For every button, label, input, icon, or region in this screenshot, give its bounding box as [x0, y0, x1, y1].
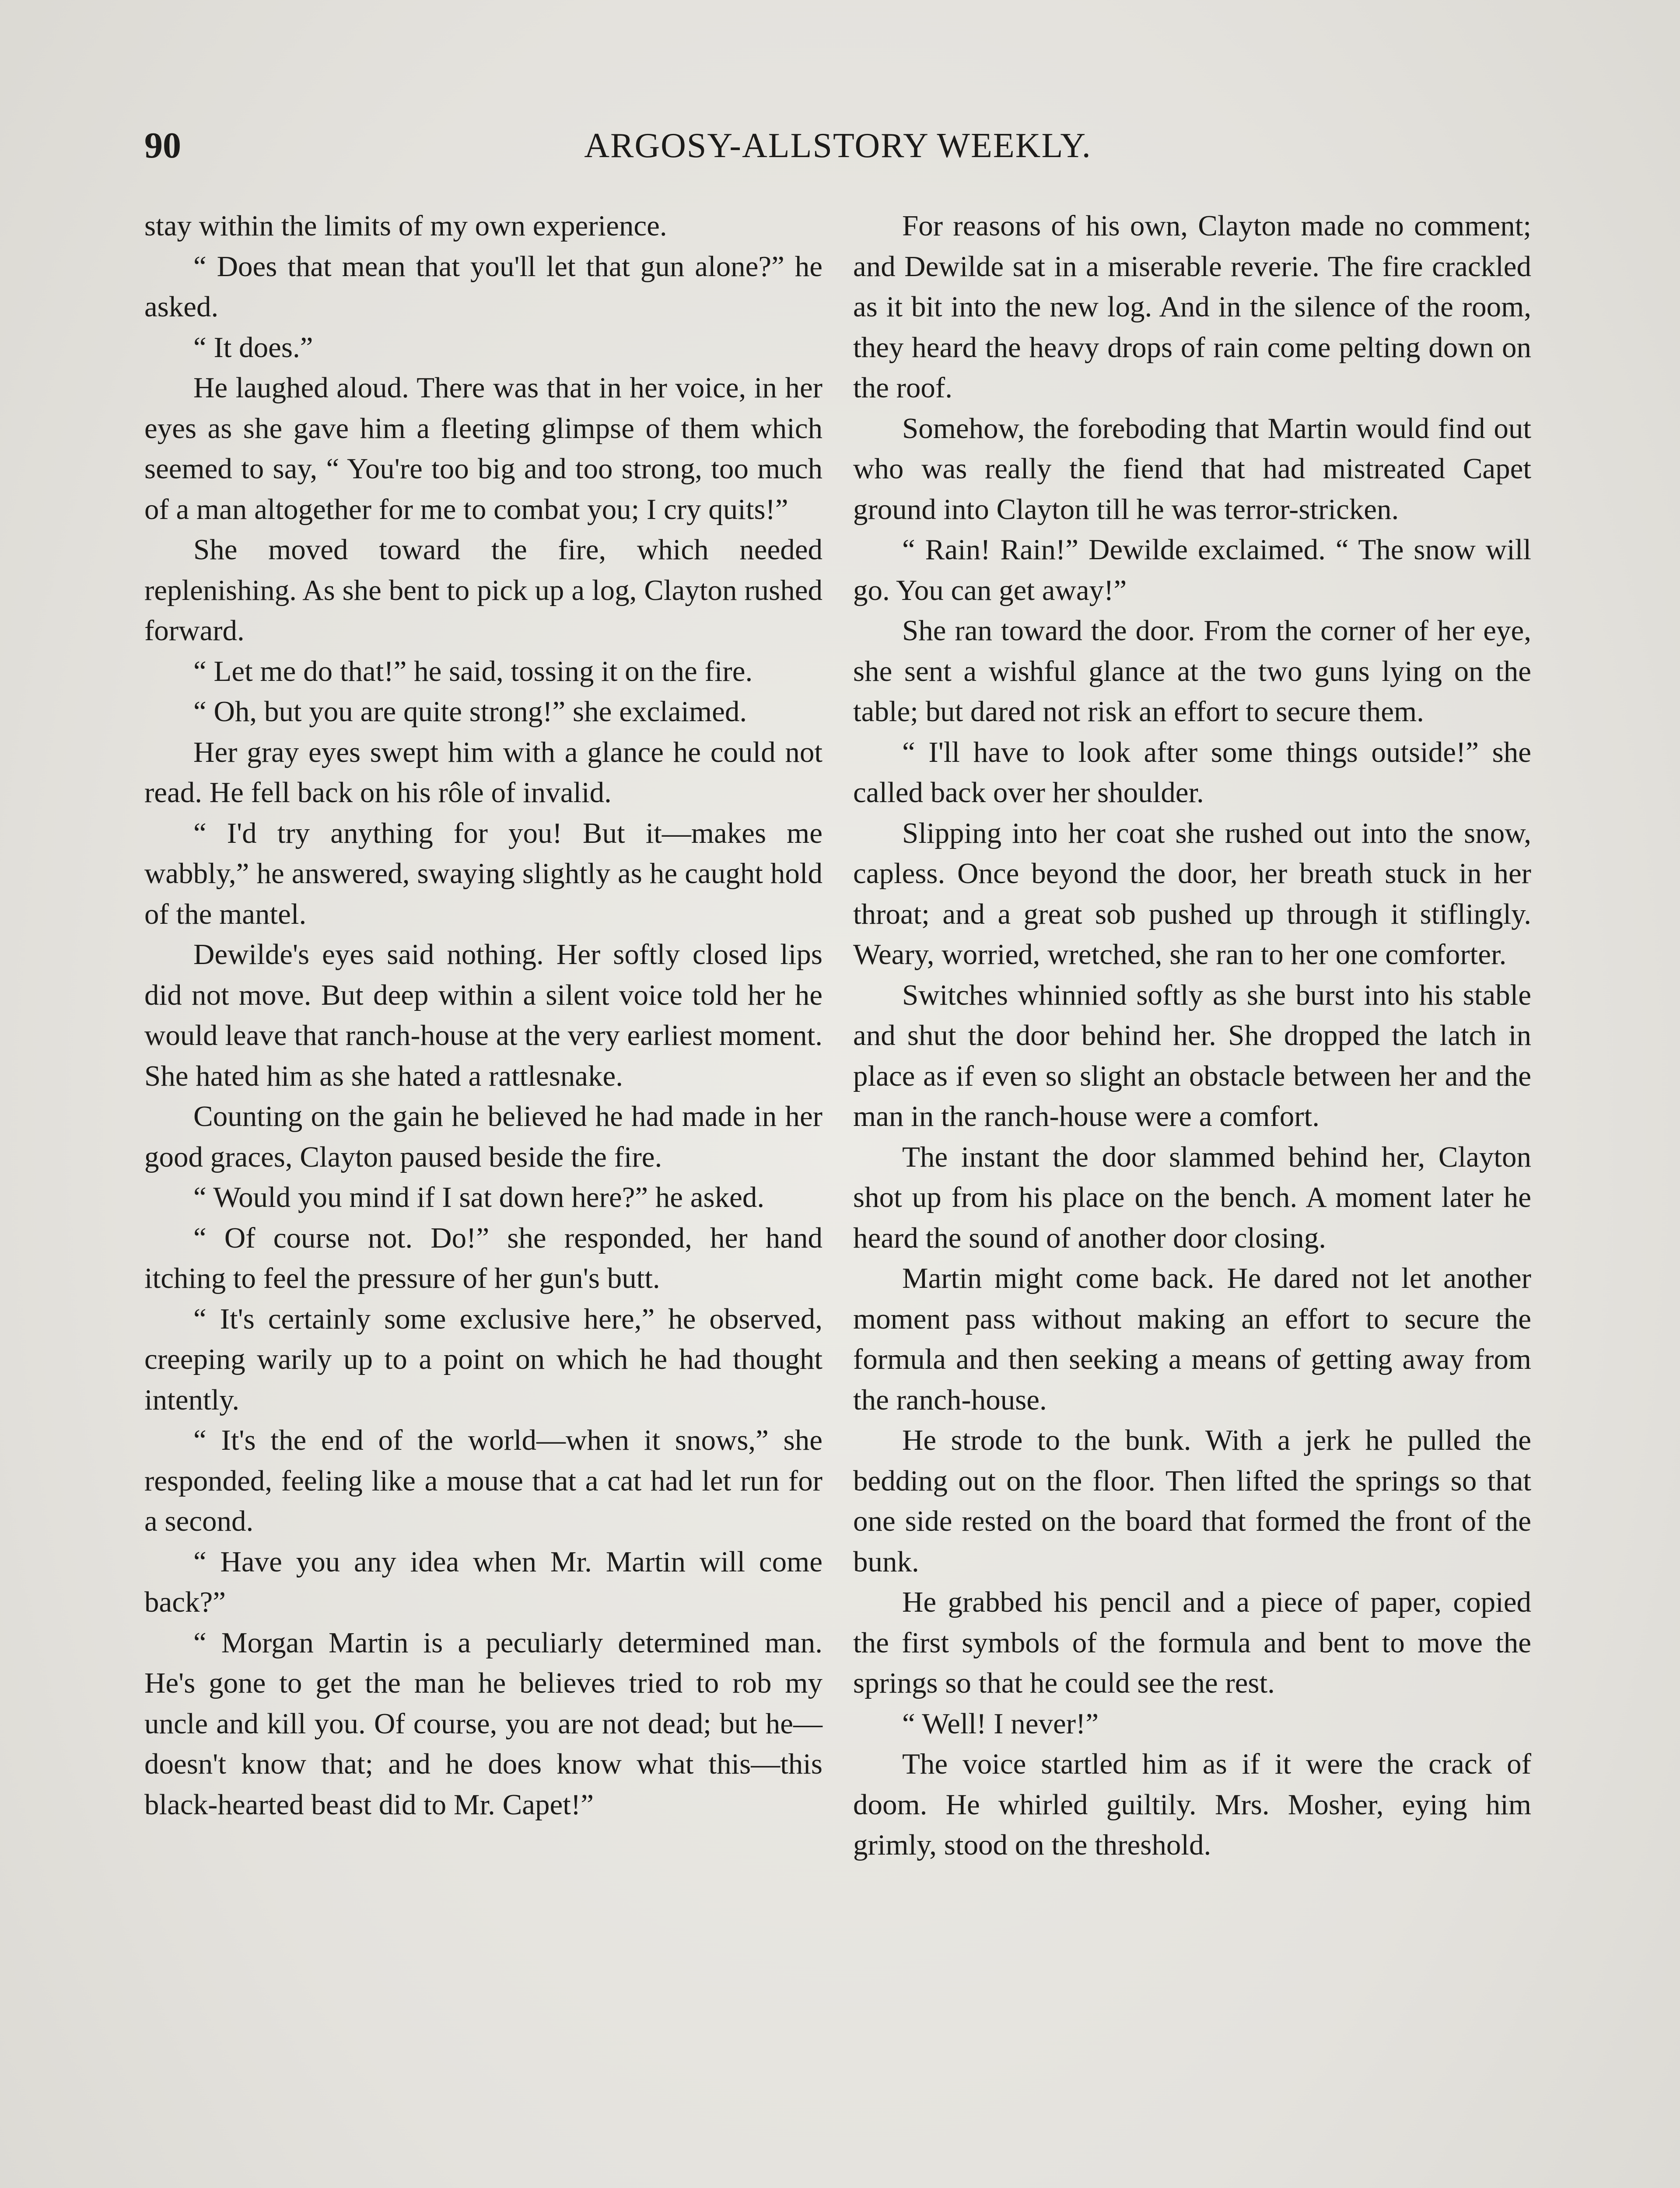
- paragraph: Dewilde's eyes said nothing. Her softly closed lips did not move. But deep within a silent voice told her he would leave that ranch-house at the very earliest moment. She hated him as she hated a rattlesnake.: [144, 938, 822, 1092]
- paragraph: stay within the limits of my own experience.: [144, 210, 667, 242]
- paragraph: “ Morgan Martin is a peculiarly determined man. He's gone to get the man he believes tried to rob my uncle and kill you. Of course, you are not dead; but he—doesn't know that; and he does know what this—this black-hearted beast did to Mr. Capet!”: [144, 1626, 822, 1821]
- paragraph: He strode to the bunk. With a jerk he pulled the bedding out on the floor. Then lifted the springs so that one side rested on the board that formed the front of the bunk.: [853, 1424, 1531, 1578]
- running-head: ARGOSY-ALLSTORY WEEKLY.: [584, 126, 1092, 165]
- paragraph: “ Would you mind if I sat down here?” he asked.: [193, 1181, 765, 1213]
- paragraph: Counting on the gain he believed he had made in her good graces, Clayton paused beside the fire.: [144, 1100, 822, 1173]
- paragraph: He laughed aloud. There was that in her voice, in her eyes as she gave him a fleeting glimpse of them which seemed to say, “ You're too big and too strong, too much of a man altogether for me to combat you; I cry quits!”: [144, 372, 822, 526]
- paragraph: “ Let me do that!” he said, tossing it on the fire.: [193, 655, 753, 687]
- paragraph: She moved toward the fire, which needed replenishing. As she bent to pick up a log, Clayton rushed forward.: [144, 533, 822, 647]
- page-number: 90: [144, 125, 181, 166]
- page-header: [144, 117, 1531, 174]
- paragraph: Her gray eyes swept him with a glance he could not read. He fell back on his rôle of invalid.: [144, 736, 822, 809]
- paragraph: “ Rain! Rain!” Dewilde exclaimed. “ The snow will go. You can get away!”: [853, 533, 1531, 607]
- paragraph: “ It's the end of the world—when it snows,” she responded, feeling like a mouse that a cat had let run for a second.: [144, 1424, 822, 1537]
- paragraph: “ I'll have to look after some things outside!” she called back over her shoulder.: [853, 736, 1531, 809]
- paragraph: Somehow, the foreboding that Martin would find out who was really the fiend that had mistreated Capet ground into Clayton till he was terror-stricken.: [853, 412, 1531, 526]
- right-column: [853, 206, 1531, 1865]
- paragraph: For reasons of his own, Clayton made no comment; and Dewilde sat in a miserable reverie. The fire crackled as it bit into the new log. And in the silence of the room, they heard the heavy drops of rain come pelting down on the roof.: [853, 210, 1531, 404]
- paragraph: “ Does that mean that you'll let that gun alone?” he asked.: [144, 250, 822, 323]
- paragraph: “ Well! I never!”: [902, 1707, 1099, 1740]
- left-column: [144, 206, 822, 1825]
- paragraph: “ Of course not. Do!” she responded, her hand itching to feel the pressure of her gun's butt.: [144, 1221, 822, 1294]
- paragraph: “ I'd try anything for you! But it—makes me wabbly,” he answered, swaying slightly as he caught hold of the mantel.: [144, 817, 822, 930]
- paragraph: He grabbed his pencil and a piece of paper, copied the first symbols of the formula and bent to move the springs so that he could see the rest.: [853, 1586, 1531, 1699]
- paragraph: She ran toward the door. From the corner of her eye, she sent a wishful glance at the two guns lying on the table; but dared not risk an effort to secure them.: [853, 614, 1531, 728]
- paragraph: “ It does.”: [193, 331, 313, 364]
- paragraph: The instant the door slammed behind her, Clayton shot up from his place on the bench. A moment later he heard the sound of another door closing.: [853, 1140, 1531, 1254]
- paragraph: Slipping into her coat she rushed out into the snow, capless. Once beyond the door, her breath stuck in her throat; and a great sob pushed up through it stiflingly. Weary, worried, wretched, she ran to her one comforter.: [853, 817, 1531, 971]
- paragraph: Switches whinnied softly as she burst into his stable and shut the door behind her. She dropped the latch in place as if even so slight an obstacle between her and the man in the ranch-house were a comfort.: [853, 978, 1531, 1133]
- paragraph: “ It's certainly some exclusive here,” he observed, creeping warily up to a point on which he had thought intently.: [144, 1302, 822, 1416]
- paragraph: “ Oh, but you are quite strong!” she exclaimed.: [193, 695, 747, 728]
- paragraph: Martin might come back. He dared not let another moment pass without making an effort to secure the formula and then seeking a means of getting away from the ranch-house.: [853, 1262, 1531, 1416]
- paragraph: “ Have you any idea when Mr. Martin will come back?”: [144, 1545, 822, 1618]
- paragraph: The voice startled him as if it were the crack of doom. He whirled guiltily. Mrs. Mosher, eying him grimly, stood on the threshold.: [853, 1748, 1531, 1861]
